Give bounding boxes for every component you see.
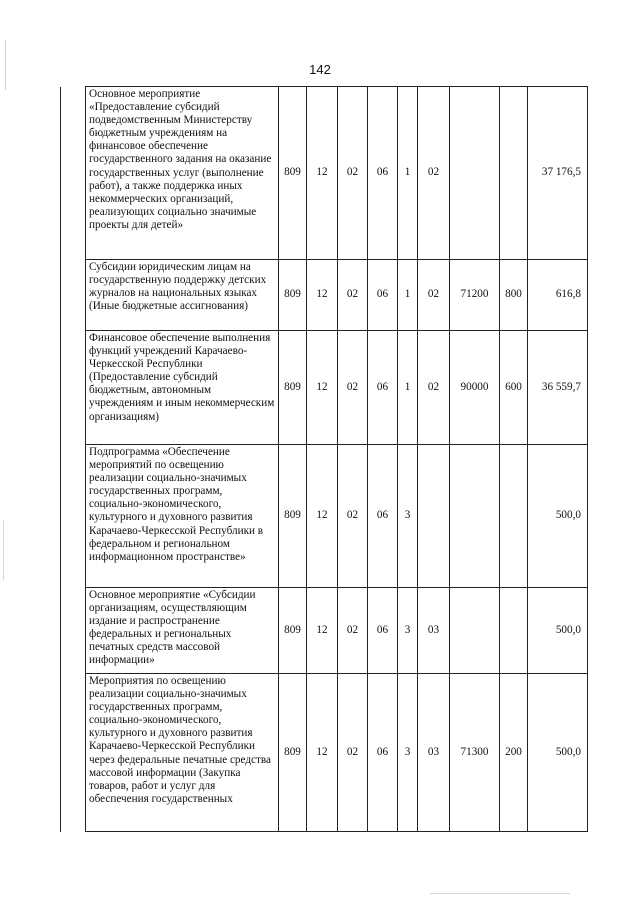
ministry-code-cell: 809 (279, 588, 307, 674)
event-code-cell: 03 (418, 674, 450, 832)
event-code-cell: 02 (418, 260, 450, 331)
direction-code-cell (450, 588, 500, 674)
section-code-cell: 12 (307, 674, 338, 832)
table-row (61, 588, 588, 674)
subsection-code-cell: 02 (338, 674, 368, 832)
table-row (61, 331, 588, 445)
index-cell (61, 445, 86, 588)
amount-cell: 37 176,5 (528, 87, 588, 260)
index-cell (61, 674, 86, 832)
description-cell: Основное мероприятие «Предоставление субсидий подведомственным Министерству бюджетным учреждениям на финансовое обеспечение государственного задания на оказание государственных услуг (выполнение работ), а также поддержка иных некоммерческих организаций, реализующих социально значимые проекты для детей» (86, 87, 279, 260)
ministry-code-cell: 809 (279, 445, 307, 588)
amount-cell: 500,0 (528, 588, 588, 674)
subsection-code-cell: 02 (338, 260, 368, 331)
index-cell (61, 331, 86, 445)
direction-code-cell: 90000 (450, 331, 500, 445)
scan-edge-mark (5, 40, 6, 90)
section-code-cell: 12 (307, 331, 338, 445)
table-row (61, 674, 588, 832)
direction-code-cell (450, 445, 500, 588)
description-cell: Финансовое обеспечение выполнения функций учреждений Карачаево-Черкесской Республики (Предоставление субсидий бюджетным, автономным учреждениям и иным некоммерческим организациям) (86, 331, 279, 445)
page-number: 142 (309, 62, 331, 77)
description-cell: Подпрограмма «Обеспечение мероприятий по освещению реализации социально-значимых государственных программ, социально-экономического, культурного и духовного развития Карачаево-Черкесской Республики в федеральном и региональном информационном пространстве» (86, 445, 279, 588)
budget-table (60, 86, 588, 832)
event-code-cell: 02 (418, 331, 450, 445)
direction-code-cell (450, 87, 500, 260)
subprogram-code-cell: 3 (398, 588, 418, 674)
direction-code-cell: 71300 (450, 674, 500, 832)
subprogram-code-cell: 3 (398, 674, 418, 832)
event-code-cell: 03 (418, 588, 450, 674)
expense-type-cell (500, 87, 528, 260)
ministry-code-cell: 809 (279, 331, 307, 445)
section-code-cell: 12 (307, 445, 338, 588)
subsection-code-cell: 02 (338, 331, 368, 445)
expense-type-cell (500, 588, 528, 674)
description-cell: Мероприятия по освещению реализации социально-значимых государственных программ, социально-экономического, культурного и духовного развития Карачаево-Черкесской Республики через федеральные печатные средства массовой информации (Закупка товаров, работ и услуг для обеспечения государственных (86, 674, 279, 832)
ministry-code-cell: 809 (279, 260, 307, 331)
expense-type-cell: 800 (500, 260, 528, 331)
event-code-cell: 02 (418, 87, 450, 260)
program-code-cell: 06 (368, 331, 398, 445)
amount-cell: 500,0 (528, 445, 588, 588)
program-code-cell: 06 (368, 260, 398, 331)
ministry-code-cell: 809 (279, 87, 307, 260)
ministry-code-cell: 809 (279, 674, 307, 832)
table-row (61, 260, 588, 331)
section-code-cell: 12 (307, 588, 338, 674)
subsection-code-cell: 02 (338, 87, 368, 260)
table-row (61, 87, 588, 260)
subprogram-code-cell: 1 (398, 260, 418, 331)
subprogram-code-cell: 1 (398, 331, 418, 445)
program-code-cell: 06 (368, 588, 398, 674)
program-code-cell: 06 (368, 445, 398, 588)
expense-type-cell (500, 445, 528, 588)
amount-cell: 36 559,7 (528, 331, 588, 445)
scan-edge-mark (430, 893, 570, 894)
subprogram-code-cell: 1 (398, 87, 418, 260)
index-cell (61, 260, 86, 331)
scan-edge-mark (3, 520, 4, 580)
description-cell: Основное мероприятие «Субсидии организациям, осуществляющим издание и распространение федеральных и региональных печатных средств массовой информации» (86, 588, 279, 674)
subprogram-code-cell: 3 (398, 445, 418, 588)
expense-type-cell: 600 (500, 331, 528, 445)
description-cell: Субсидии юридическим лицам на государственную поддержку детских журналов на национальных языках (Иные бюджетные ассигнования) (86, 260, 279, 331)
subsection-code-cell: 02 (338, 588, 368, 674)
section-code-cell: 12 (307, 260, 338, 331)
subsection-code-cell: 02 (338, 445, 368, 588)
direction-code-cell: 71200 (450, 260, 500, 331)
event-code-cell (418, 445, 450, 588)
expense-type-cell: 200 (500, 674, 528, 832)
table-row (61, 445, 588, 588)
amount-cell: 500,0 (528, 674, 588, 832)
program-code-cell: 06 (368, 87, 398, 260)
program-code-cell: 06 (368, 674, 398, 832)
index-cell (61, 588, 86, 674)
index-cell (61, 87, 86, 260)
section-code-cell: 12 (307, 87, 338, 260)
amount-cell: 616,8 (528, 260, 588, 331)
